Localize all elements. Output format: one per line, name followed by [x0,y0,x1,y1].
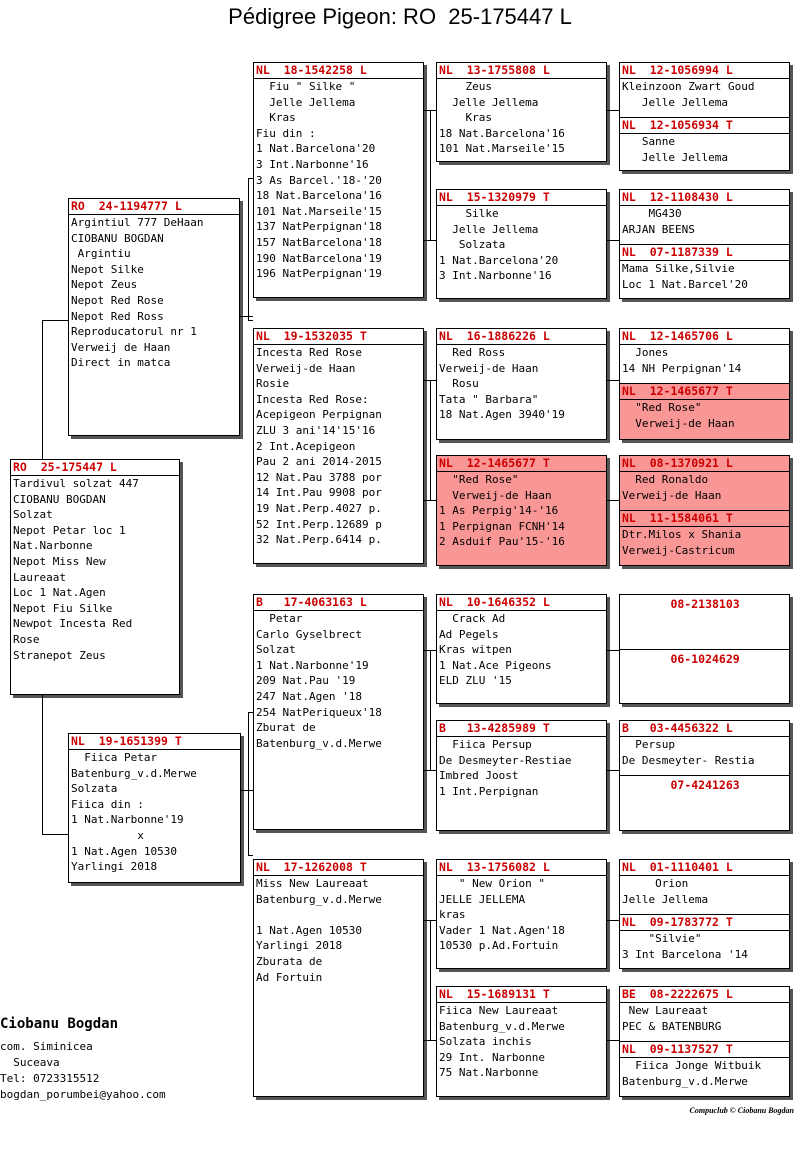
pedigree-line: 1 Int.Perpignan [439,784,539,798]
pedigree-line: 157 NatBarcelona'18 [256,235,382,249]
pedigree-line: Solzata [439,238,506,252]
pedigree-ring-number: NL 18-1542258 L [254,63,423,79]
pedigree-line: Kleinzoon Zwart Goud [622,80,755,93]
pedigree-line: Batenburg_v.d.Merwe [622,1074,748,1088]
pedigree-line: 1 Nat.Barcelona'20 [439,253,559,267]
pedigree-ring-number: NL 13-1756082 L [437,860,606,876]
pedigree-box-g1b [619,117,790,171]
pedigree-line: 1 Nat.Narbonne'19 [71,813,184,827]
pedigree-line: 1 As Perpig'14-'16 [439,504,559,518]
pedigree-line: 52 Int.Perp.12689 p [256,517,382,531]
connector-line [607,770,619,771]
pedigree-line: 101 Nat.Marseile'15 [439,142,565,156]
pedigree-box-sire [68,198,240,436]
connector-line [424,770,436,771]
pedigree-box-ss [253,62,424,298]
pedigree-box-ssd [436,189,607,299]
pedigree-line: Jelle Jellema [622,150,728,164]
pedigree-box-sdd [436,455,607,566]
pedigree-line: Ad Pegels [439,627,499,641]
pedigree-line: Vader 1 Nat.Agen'18 [439,923,565,937]
pedigree-line: 14 Int.Pau 9908 por [256,486,382,500]
owner-address-line: com. Siminicea [0,1040,93,1053]
connector-line [248,855,253,856]
pedigree-line: Carlo Gyselbrect [256,627,362,641]
pedigree-line: Fiica Persup [439,738,532,751]
pedigree-ring-number: NL 12-1465677 T [620,384,789,400]
pedigree-line: 14 NH Perpignan'14 [622,361,742,375]
pedigree-line: 32 Nat.Perp.6414 p. [256,533,382,547]
pedigree-box-dam [68,733,241,883]
pedigree-line: 254 NatPeriqueux'18 [256,705,382,719]
owner-phone: Tel: 0723315512 [0,1072,100,1085]
pedigree-line: Nepot Red Rose [71,293,164,307]
pedigree-line: Batenburg_v.d.Merwe [71,766,197,780]
pedigree-box-g7a [619,859,790,915]
connector-line [607,1040,619,1041]
pedigree-line: Verweij-de Haan [439,361,539,375]
connector-line [430,650,431,770]
pedigree-ring-number: NL 11-1584061 T [620,511,789,527]
pedigree-line: 75 Nat.Narbonne [439,1066,539,1080]
pedigree-box-subject [10,459,180,695]
owner-address-line: Suceava [0,1056,60,1069]
pedigree-line: 3 Int.Narbonne'16 [439,269,552,283]
pedigree-ring-number: NL 19-1532035 T [254,329,423,345]
pedigree-line: Nepot Miss New [13,554,106,568]
pedigree-line: Verweij-de Haan [622,416,735,430]
pedigree-line: 18 Nat.Barcelona'16 [439,126,565,140]
pedigree-line: ZLU 3 ani'14'15'16 [256,423,376,437]
pedigree-ring-number: NL 09-1137527 T [620,1042,789,1058]
pedigree-box-g6b [619,775,790,831]
pedigree-line: MG430 [622,207,682,220]
pedigree-line: Batenburg_v.d.Merwe [256,736,382,750]
pedigree-line: Ad Fortuin [256,970,323,984]
pedigree-line: 1 Nat.Ace Pigeons [439,658,552,672]
pedigree-box-ds [253,594,424,830]
pedigree-line: Tardivul solzat 447 [13,477,139,490]
pedigree-line: Fiica Petar [71,751,158,764]
pedigree-line: Crack Ad [439,612,506,625]
pedigree-line: Batenburg_v.d.Merwe [439,1019,565,1033]
pedigree-line: Incesta Red Rose: [256,392,369,406]
connector-line [248,178,249,320]
pedigree-line: CIOBANU BOGDAN [71,231,164,245]
pedigree-ring-number: NL 12-1108430 L [620,190,789,206]
connector-line [42,834,68,835]
pedigree-ring-number: NL 19-1651399 T [69,734,240,750]
pedigree-box-g2a [619,189,790,245]
pedigree-line: Rosu [439,377,479,391]
pedigree-line: 1 Perpignan FCNH'14 [439,519,565,533]
pedigree-line: De Desmeyter- Restia [622,753,755,767]
pedigree-line: Red Ross [439,346,506,359]
pedigree-line: Nat.Narbonne [13,539,93,553]
pedigree-line: Rosie [256,377,290,391]
pedigree-box-g5a [619,594,790,650]
pedigree-line: 18 Nat.Agen 3940'19 [439,408,565,422]
pedigree-line: Nepot Zeus [71,278,138,292]
connector-line [248,712,249,855]
pedigree-ring-number: BE 08-2222675 L [620,987,789,1003]
pedigree-ring-number: NL 12-1465677 T [437,456,606,472]
pedigree-line: Orion [622,877,689,890]
pedigree-line: Dtr.Milos x Shania [622,528,742,541]
pedigree-line: 196 NatPerpignan'19 [256,267,382,281]
pedigree-line: Persup [622,738,675,751]
pedigree-line: Solzat [256,643,296,657]
connector-line [607,240,619,241]
pedigree-line: 209 Nat.Pau '19 [256,674,356,688]
pedigree-ring-number: NL 17-1262008 T [254,860,423,876]
pedigree-line: 1 Nat.Narbonne'19 [256,658,369,672]
pedigree-box-dd [253,859,424,1097]
pedigree-line: Verweij-de Haan [256,361,356,375]
pedigree-line: 101 Nat.Marseile'15 [256,204,382,218]
pedigree-line: Nepot Silke [71,262,144,276]
pedigree-line: Miss New Laureaat [256,877,369,890]
pedigree-line: Argintiul 777 DeHaan [71,216,204,229]
pedigree-ring-number: RO 24-1194777 L [69,199,239,215]
pedigree-ring-number: B 03-4456322 L [620,721,789,737]
connector-line [240,316,253,317]
pedigree-line: Yarlingi 2018 [71,860,158,874]
pedigree-line: 1 Nat.Agen 10530 [71,844,177,858]
connector-line [241,790,253,791]
pedigree-line: 1 Nat.Barcelona'20 [256,142,376,156]
pedigree-line: Sanne [622,135,675,148]
pedigree-line: Reproducatorul nr 1 [71,325,197,339]
pedigree-line: Red Ronaldo [622,473,709,486]
pedigree-line: Zburata de [256,954,323,968]
connector-line [248,712,253,713]
pedigree-line: 1 Nat.Agen 10530 [256,923,362,937]
pedigree-line: PEC & BATENBURG [622,1019,722,1033]
pedigree-ring-number: NL 12-1056994 L [620,63,789,79]
pedigree-line: Zburat de [256,721,316,735]
pedigree-line: "Red Rose" [622,401,702,414]
pedigree-line: Acepigeon Perpignan [256,408,382,422]
pedigree-box-g5b [619,649,790,704]
pedigree-line: Nepot Petar loc 1 [13,523,126,537]
pedigree-line: Jelle Jellema [622,95,728,109]
pedigree-line: Jelle Jellema [256,95,356,109]
pedigree-line: Yarlingi 2018 [256,939,343,953]
pedigree-line: Newpot Incesta Red [13,617,133,631]
pedigree-box-g8b [619,1041,790,1097]
pedigree-line: Kras [256,111,296,125]
pedigree-line: Stranepot Zeus [13,648,106,662]
pedigree-line: Verweij de Haan [71,340,171,354]
pedigree-line: Fiu " Silke " [256,80,356,93]
pedigree-ring-number: NL 13-1755808 L [437,63,606,79]
pedigree-ring-number: NL 10-1646352 L [437,595,606,611]
pedigree-ring-number: 07-4241263 [622,778,740,792]
pedigree-line: 137 NatPerpignan'18 [256,220,382,234]
pedigree-line: Batenburg_v.d.Merwe [256,892,382,906]
pedigree-line: Fiica New Laureaat [439,1004,559,1017]
pedigree-line: 190 NatBarcelona'19 [256,251,382,265]
pedigree-line: Tata " Barbara" [439,392,539,406]
pedigree-line: Incesta Red Rose [256,346,362,359]
pedigree-line: Fiica Jonge Witbuik [622,1059,762,1072]
pedigree-box-g7b [619,914,790,969]
connector-line [424,500,436,501]
connector-line [42,320,43,460]
owner-name: Ciobanu Bogdan [0,1016,119,1032]
pedigree-line: kras [439,908,466,922]
pedigree-line: 3 As Barcel.'18-'20 [256,173,382,187]
pedigree-ring-number: NL 09-1783772 T [620,915,789,931]
connector-line [42,695,43,835]
pedigree-line: x [71,828,144,842]
pedigree-box-sd [253,328,424,564]
pedigree-line [254,907,423,923]
pedigree-line: 12 Nat.Pau 3788 por [256,470,382,484]
connector-line [607,110,619,111]
pedigree-ring-number: NL 12-1056934 T [620,118,789,134]
pedigree-line: Kras witpen [439,643,512,657]
pedigree-box-dds [436,859,607,969]
pedigree-line: Solzata inchis [439,1035,532,1049]
pedigree-line: ARJAN BEENS [622,222,695,236]
pedigree-line: Zeus [439,80,492,93]
pedigree-box-g8a [619,986,790,1042]
pedigree-box-g4a [619,455,790,511]
pedigree-line: "Red Rose" [439,473,519,486]
pedigree-box-g1a [619,62,790,118]
pedigree-line: Kras [439,111,492,125]
pedigree-ring-number: B 17-4063163 L [254,595,423,611]
pedigree-line: Solzata [71,782,118,796]
pedigree-box-dss [436,594,607,704]
pedigree-line: 19 Nat.Perp.4027 p. [256,501,382,515]
pedigree-ring-number: 06-1024629 [622,652,740,666]
pedigree-box-ddd [436,986,607,1097]
pedigree-line: 29 Int. Narbonne [439,1050,545,1064]
pedigree-line: Imbred Joost [439,769,519,783]
pedigree-line: Loc 1 Nat.Barcel'20 [622,277,748,291]
pedigree-line: JELLE JELLEMA [439,892,526,906]
pedigree-line: Verweij-de Haan [622,488,722,502]
owner-email: bogdan_porumbei@yahoo.com [0,1088,166,1101]
pedigree-line: 2 Int.Acepigeon [256,439,356,453]
pedigree-box-dsd [436,720,607,831]
pedigree-line: 10530 p.Ad.Fortuin [439,939,559,953]
pedigree-line: Petar [256,612,303,625]
pedigree-line: Jelle Jellema [439,222,539,236]
page-title: Pédigree Pigeon: RO 25-175447 L [228,4,572,29]
pedigree-line: Pau 2 ani 2014-2015 [256,455,382,469]
pedigree-line: Mama Silke,Silvie [622,262,735,275]
pedigree-line: Nepot Fiu Silke [13,601,113,615]
connector-line [248,320,253,321]
pedigree-box-sds [436,328,607,440]
pedigree-box-g3a [619,328,790,384]
pedigree-line: Fiica din : [71,797,144,811]
pedigree-line: De Desmeyter-Restiae [439,753,572,767]
pedigree-box-g2b [619,244,790,299]
credit-text: Compuclub © Ciobanu Bogdan [689,1106,794,1115]
pedigree-line: CIOBANU BOGDAN [13,492,106,506]
pedigree-line: New Laureaat [622,1004,709,1017]
pedigree-line: Silke [439,207,499,220]
pedigree-line: 2 Asduif Pau'15-'16 [439,535,565,549]
connector-line [248,178,253,179]
pedigree-box-sss [436,62,607,162]
pedigree-line: Jelle Jellema [622,892,709,906]
connector-line [607,380,619,381]
pedigree-box-g6a [619,720,790,776]
pedigree-ring-number: B 13-4285989 T [437,721,606,737]
pedigree-line: " New Orion " [439,877,545,890]
pedigree-ring-number: NL 15-1689131 T [437,987,606,1003]
connector-line [430,920,431,1040]
pedigree-line: "Silvie" [622,932,702,945]
pedigree-ring-number: NL 08-1370921 L [620,456,789,472]
pedigree-line: 3 Int.Narbonne'16 [256,157,369,171]
pedigree-line: Solzat [13,508,53,522]
pedigree-ring-number: NL 15-1320979 T [437,190,606,206]
pedigree-line: Verweij-de Haan [439,488,552,502]
connector-line [424,1040,436,1041]
pedigree-line: Jelle Jellema [439,95,539,109]
pedigree-line: 3 Int Barcelona '14 [622,947,748,961]
pedigree-ring-number: NL 16-1886226 L [437,329,606,345]
connector-line [430,380,431,500]
pedigree-box-g4b [619,510,790,566]
pedigree-line: 247 Nat.Agen '18 [256,689,362,703]
pedigree-ring-number: NL 07-1187339 L [620,245,789,261]
pedigree-box-g3b [619,383,790,440]
connector-line [424,240,436,241]
connector-line [607,650,619,651]
pedigree-ring-number: 08-2138103 [622,597,740,611]
pedigree-line: Jones [622,346,669,359]
pedigree-line: Nepot Red Ross [71,309,164,323]
pedigree-line: Direct in matca [71,356,171,370]
connector-line [430,110,431,240]
pedigree-ring-number: NL 01-1110401 L [620,860,789,876]
pedigree-line: Loc 1 Nat.Agen [13,586,106,600]
pedigree-line: 18 Nat.Barcelona'16 [256,189,382,203]
connector-line [607,500,619,501]
connector-line [42,320,68,321]
pedigree-line: Verweij-Castricum [622,543,735,557]
pedigree-line: ELD ZLU '15 [439,674,512,688]
pedigree-line: Fiu din : [256,126,316,140]
pedigree-line: Rose [13,632,40,646]
pedigree-ring-number: NL 12-1465706 L [620,329,789,345]
pedigree-line: Laureaat [13,570,66,584]
connector-line [607,920,619,921]
pedigree-line: Argintiu [71,247,131,261]
pedigree-ring-number: RO 25-175447 L [11,460,179,476]
